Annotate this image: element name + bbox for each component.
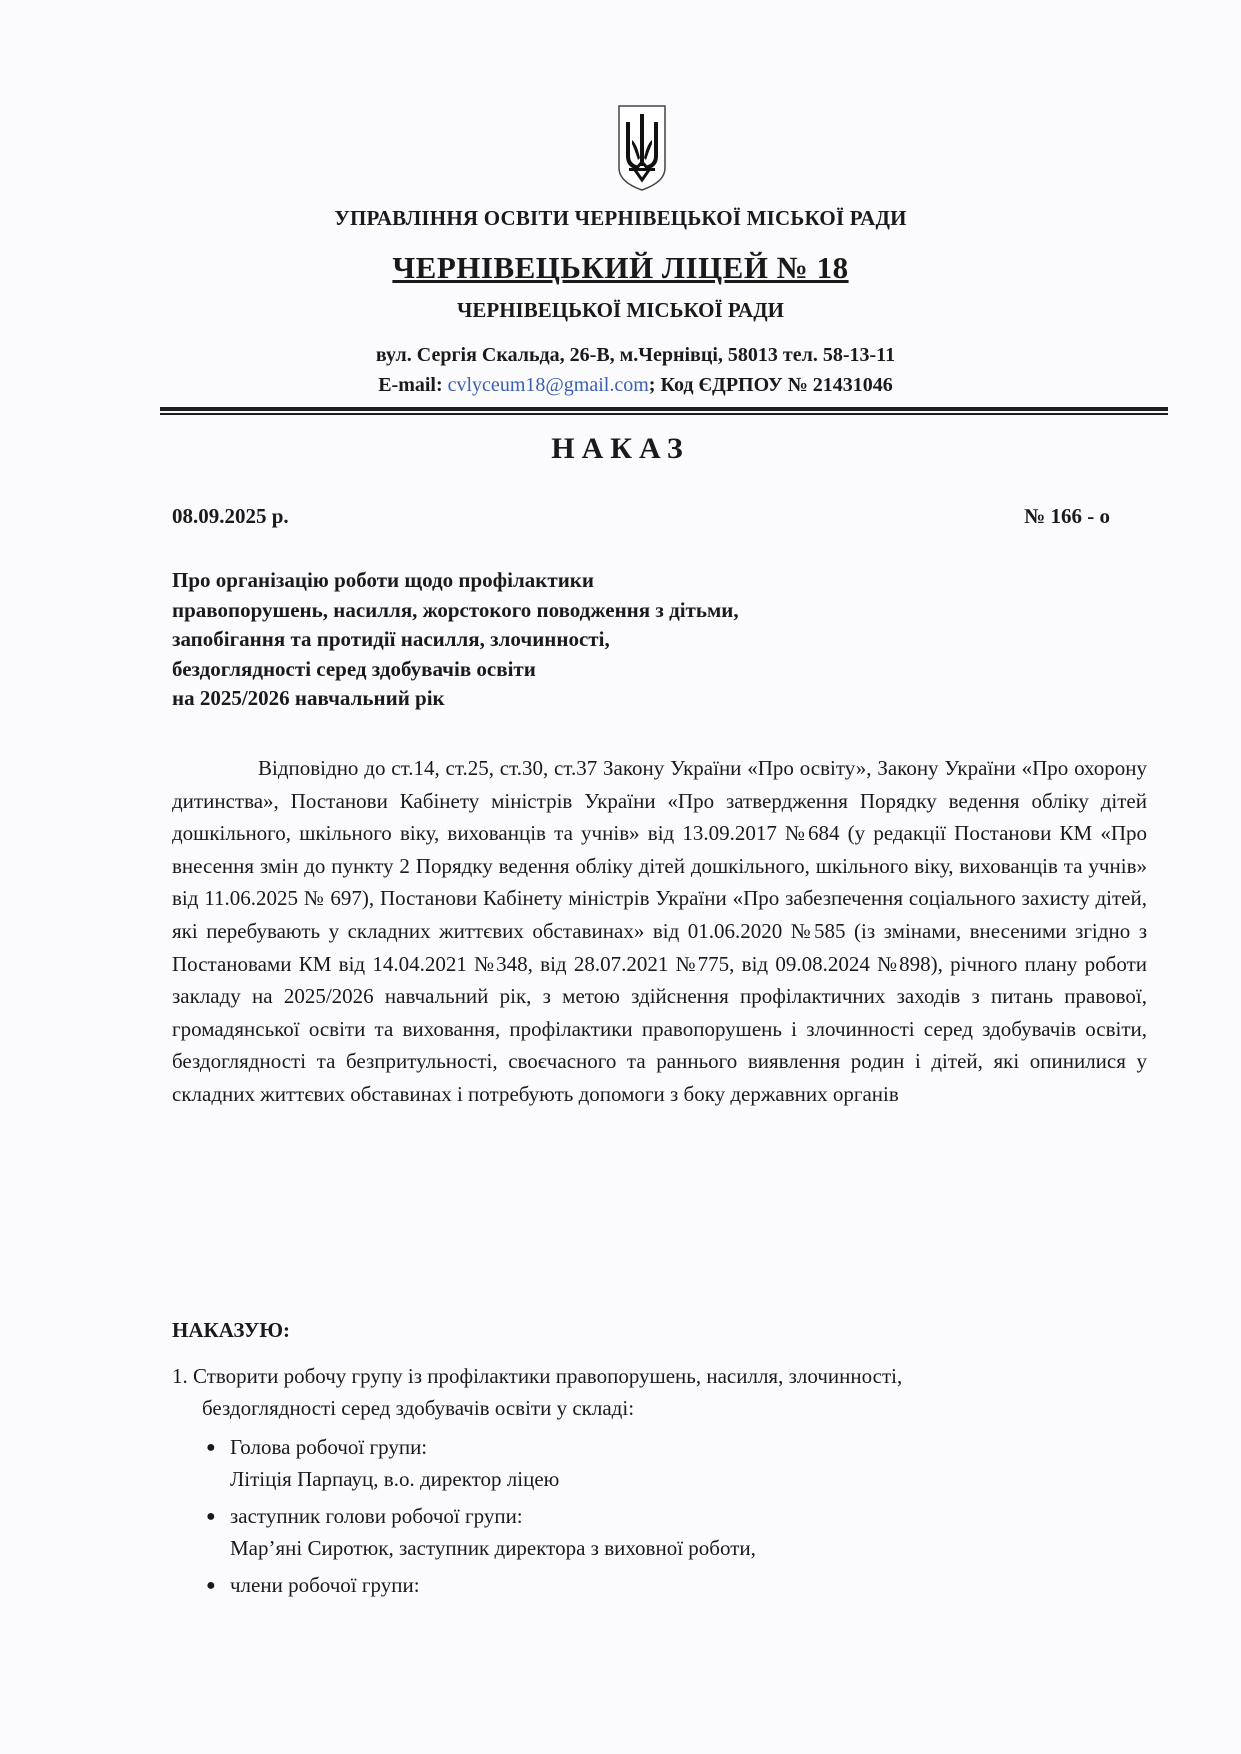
subject-line: Про організацію роботи щодо профілактики [172, 568, 595, 592]
list-item [206, 1570, 756, 1602]
subject-line: запобігання та протидії насилля, злочинності, [172, 627, 610, 651]
document-title: НАКАЗ [551, 432, 690, 465]
council-name: ЧЕРНІВЕЦЬКОЇ МІСЬКОЇ РАДИ [456, 298, 785, 322]
order-heading: НАКАЗУЮ: [172, 1318, 290, 1342]
department-name: УПРАВЛІННЯ ОСВІТИ ЧЕРНІВЕЦЬКОЇ МІСЬКОЇ РАДИ [334, 206, 907, 230]
header-divider-thin [160, 413, 1168, 415]
item-text-line2: бездоглядності серед здобувачів освіти у складі: [202, 1396, 635, 1420]
coat-of-arms-icon [617, 104, 667, 192]
order-date: 08.09.2025 р. [172, 504, 289, 528]
item-text-line1: Створити робочу групу із профілактики правопорушень, насилля, злочинності, [193, 1364, 903, 1388]
list-item [206, 1501, 756, 1564]
subject-line: на 2025/2026 навчальний рік [172, 686, 445, 710]
bullet-icon: ● [206, 1508, 216, 1525]
email-link[interactable]: cvlyceum18@gmail.com [447, 374, 649, 396]
edrpou-code: ; Код ЄДРПОУ № 21431046 [648, 374, 893, 396]
school-address: вул. Сергія Скальда, 26-В, м.Чернівці, 58013 тел. 58-13-11 [375, 344, 896, 366]
order-subject [172, 566, 739, 714]
bullet-icon: ● [206, 1439, 216, 1456]
order-item-1 [172, 1360, 1157, 1424]
preamble-paragraph: Відповідно до ст.14, ст.25, ст.30, ст.37 Закону України «Про освіту», Закону України «Про охорону дитинства», Постанови Кабінету міністрів України «Про затвердження Порядку ведення обліку дітей дошкільного, шкільного віку, вихованців та учнів» від 13.09.2017 №684 (у редакції Постанови КМ «Про внесення змін до пункту 2 Порядку ведення обліку дітей дошкільного, шкільного віку, вихованців та учнів» від 11.06.2025 № 697), Постанови Кабінету міністрів України «Про забезпечення соціального захисту дітей, які перебувають у складних життєвих обставинах» від 01.06.2020 №585 (із змінами, внесеними згідно з Постановами КМ від 14.04.2021 №348, від 28.07.2021 №775, від 09.08.2024 №898), річного плану роботи закладу на 2025/2026 навчальний рік, з метою здійснення профілактичних заходів з питань правової, громадянської освіти та виховання, профілактики правопорушень і злочинності серед здобувачів освіти, бездоглядності та безпритульності, своєчасного та раннього виявлення родин і дітей, які опинилися у складних життєвих обставинах і потребують допомоги з боку державних органів [172, 756, 1147, 1106]
subject-line: бездоглядності серед здобувачів освіти [172, 656, 536, 681]
member-role: Голова робочої групи: [230, 1435, 428, 1459]
member-person: Літіція Парпауц, в.о. директор ліцею [230, 1466, 560, 1491]
item-number: 1. [172, 1364, 188, 1388]
preamble [172, 752, 1147, 1111]
header-divider [160, 407, 1168, 411]
order-number: № 166 - о [1024, 504, 1110, 528]
email-label: E-mail: [378, 374, 443, 396]
subject-line: правопорушень, насилля, жорстокого поводження з дітьми, [172, 597, 739, 622]
working-group-list [206, 1432, 756, 1602]
member-role: заступник голови робочої групи: [230, 1504, 523, 1528]
bullet-icon: ● [206, 1577, 216, 1594]
school-name: ЧЕРНІВЕЦЬКИЙ ЛІЦЕЙ № 18 [392, 250, 849, 285]
list-item [206, 1432, 756, 1495]
member-role: члени робочої групи: [230, 1573, 420, 1597]
contact-line [15, 374, 1241, 397]
member-person: Мар’яні Сиротюк, заступник директора з виховної роботи, [230, 1535, 756, 1560]
